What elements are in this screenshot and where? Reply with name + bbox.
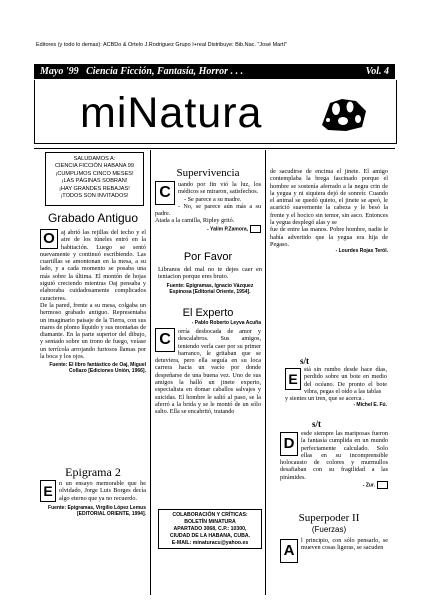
st-article-1 xyxy=(285,366,387,408)
st-dropcap-2: D xyxy=(280,432,298,456)
grabado-body: aj abrió las rejillas del techo y el aire de los túneles entró en la habitación. Luego se sentó nuevamente y continuó escribiendo. Las cuartillas se amontonan en la mesa, a su lado, y a cada momento se posaba una más sobre la última. El montón de hojas siguió creciendo mientras Oaj pensaba y elaboraba cuidadosamente complicados caracteres. xyxy=(40,229,146,302)
notice-box xyxy=(45,152,144,206)
author-zur xyxy=(280,481,388,489)
st-article-2 xyxy=(280,430,388,489)
author-rojas: - Lourdes Rojas Teról. xyxy=(335,248,388,255)
volume: Vol. 4 xyxy=(365,66,389,77)
supervivencia-line: - No, se parece aún más a su padre. xyxy=(155,202,261,218)
experto-article xyxy=(155,328,261,416)
epigrama-body: n un ensayo memorable que he olvidado, Jorge Luis Borges decía algo eterno que ya no recuerdo. xyxy=(59,480,146,502)
st-heading-1: s/t xyxy=(300,356,309,366)
issue-date: Mayo '99 xyxy=(40,66,79,77)
st-heading-2: s/t xyxy=(312,419,321,429)
author-name: - Zur. xyxy=(362,482,375,489)
contact-line: CIUDAD DE LA HABANA, CUBA. xyxy=(169,533,251,539)
supervivencia-title: Supervivencia xyxy=(176,167,240,179)
st-body-2: esde siempre las mariposas fueron la fantasía cumplida en un mundo perfectamente calculado. Solo ellas en su incomprensible holocausto de colores y murmullos desafiaban con su fragilidad a las pirámides. xyxy=(280,430,388,481)
epigrama-dropcap: E xyxy=(40,480,56,502)
porfavor-article xyxy=(158,266,262,295)
supervivencia-author xyxy=(155,225,261,233)
genres: Ciencia Ficción, Fantasía, Horror . . . xyxy=(86,66,244,77)
superpoder-subtitle: (Fuerzas) xyxy=(311,525,347,534)
author-name: - Yalím P.Zamora, xyxy=(207,226,248,233)
book-icon xyxy=(250,225,261,233)
book-icon xyxy=(377,481,388,489)
issue-info xyxy=(40,64,243,79)
epigrama-source: Fuente: Epigramas, Virgilio López Lemus [EDITORIAL ORIENTE, 1994]. xyxy=(48,504,146,517)
contact-box xyxy=(158,509,262,549)
superpoder-body: l principio, con sólo pensarlo, se mueven cosas ligeras, se sacuden xyxy=(301,537,388,552)
credits-line: Editores (y todo lo demas): ACBDo & Ortelo J.Rodriguez Grupo I+real Distribuye: Bib.Nac. "José Martí" xyxy=(36,42,288,48)
contact-line: BOLETÍN MiNATURA xyxy=(184,519,236,525)
column-divider xyxy=(265,150,266,595)
notice-line: ¡HAY GRANDES REBAJAS! xyxy=(59,185,130,192)
st-body-1: stá sin rumbo desde hace días, perdido sobre un bote en medio del océano. De pronto el bote vibra, pegas el oído a las tablas xyxy=(304,366,387,395)
grabado-article xyxy=(40,229,146,374)
grabado-dropcap: O xyxy=(40,229,58,249)
issue-bar xyxy=(34,64,395,79)
column-divider xyxy=(150,150,151,595)
contact-line: COLABORACIÓN Y CRÍTICAS: xyxy=(172,512,248,518)
supervivencia-line: - Se parece a su madre. xyxy=(184,195,242,203)
porfavor-source: Fuente: Epigramas, Ignacio Vázquez Espinosa [Editorial Oriente, 1954]. xyxy=(166,282,254,295)
footprints-logo-icon xyxy=(316,95,372,133)
supervivencia-line: Atada a la camilla, Ripley gritó. xyxy=(155,217,235,225)
experto-continuation xyxy=(270,168,388,254)
superpoder-dropcap: A xyxy=(280,539,298,563)
st-dropcap-1: E xyxy=(285,368,301,390)
contact-line: APARTADO 3068, C.P.: 10300, xyxy=(173,526,247,532)
experto-byline: - Pablo Roberto Leyva Acuña xyxy=(191,320,261,326)
masthead-rule xyxy=(34,148,395,149)
porfavor-title: Por Favor xyxy=(183,251,233,263)
experto-title: El Experto xyxy=(182,307,234,319)
epigrama-title: Epigrama 2 xyxy=(65,465,121,479)
supervivencia-dropcap: C xyxy=(155,181,175,205)
superpoder-article xyxy=(280,537,388,563)
notice-line: ¡TODOS SON INVITADOS! xyxy=(60,193,129,200)
supervivencia-article xyxy=(155,181,261,233)
brand-title: miNatura xyxy=(80,89,263,137)
contact-email[interactable]: E-MAIL: minaturacu@yahoo.es xyxy=(171,540,249,546)
notice-line: ¡CUMPLIMOS CINCO MESES! xyxy=(55,170,134,177)
grabado-title: Grabado Antiguo xyxy=(47,211,139,225)
grabado-body-2: De la pared, frente a su mesa, colgaba un hermoso grabado antiguo. Representaba un imaginario paisaje de la Tierra, con sus mares de plomo líquido y sus montañas de diamante. En la parte superior del dibujo, y sentado sobre un trono de fuego, veíase un terrícola arrojando furiosos llamas por la boca y los ojos. xyxy=(40,301,146,361)
epigrama-article xyxy=(40,480,146,517)
author-fu: - Michel E. Fú. xyxy=(353,402,387,409)
notice-line: CIENCIA FICCIÓN HABANA 99 xyxy=(55,163,134,170)
grabado-source: Fuente: El libro fantástico de Oaj, Miguel Collazo [Ediciones Unión, 1966]. xyxy=(49,362,146,375)
superpoder-title: Superpoder II xyxy=(298,512,360,524)
experto-body: orría desbocada de amor y descalabros. Sus amigos, teniendo verla caer por su primer barranco, le gritaban que se detuviera, pero ella seguía en su loca carrera hacia un vacío por donde despeñarse de una buena vez. Uno de sus amigos la halló un jinete experto, especialista en domar caballos salvajes y suicidas. El hombre le salió al paso, se la aferró a la brida y se le montó de un sólo salto. Ella se encabritó, tratando xyxy=(155,328,261,416)
continuation-body-2: fue de entre las manos. Pobre hombre, nadie le había advertido que la yegua era hija de Pegaso. xyxy=(270,226,388,248)
notice-line: ¡LAS PÁGINAS SOBRAN! xyxy=(61,178,128,185)
continuation-body: de sacudirse de encima el jinete. El amigo contemplaba la brega fascinado porque el hombre se sostenía aferrado a la negra crin de la yegua y ni siquiera dejó de sonreír. Cuando el animal se quedó quieto, el jinete se apeó, le acarició suavemente la cabeza y le besó la frente y el hocico sin temor, sin asco. Entonces la yegua desplegó alas y se xyxy=(270,168,388,227)
notice-line: SALUDAMOS A: xyxy=(73,156,116,162)
experto-dropcap: C xyxy=(155,328,175,352)
st-body-1b: y sientes un tren, que se acerca . xyxy=(285,395,365,403)
porfavor-body: Libranos del mal no te dejes caer en tentacion porque eres bruto. xyxy=(158,266,262,281)
supervivencia-body: uando por fin vió la luz, los médicos se miraron, satisfechos. xyxy=(178,181,261,196)
